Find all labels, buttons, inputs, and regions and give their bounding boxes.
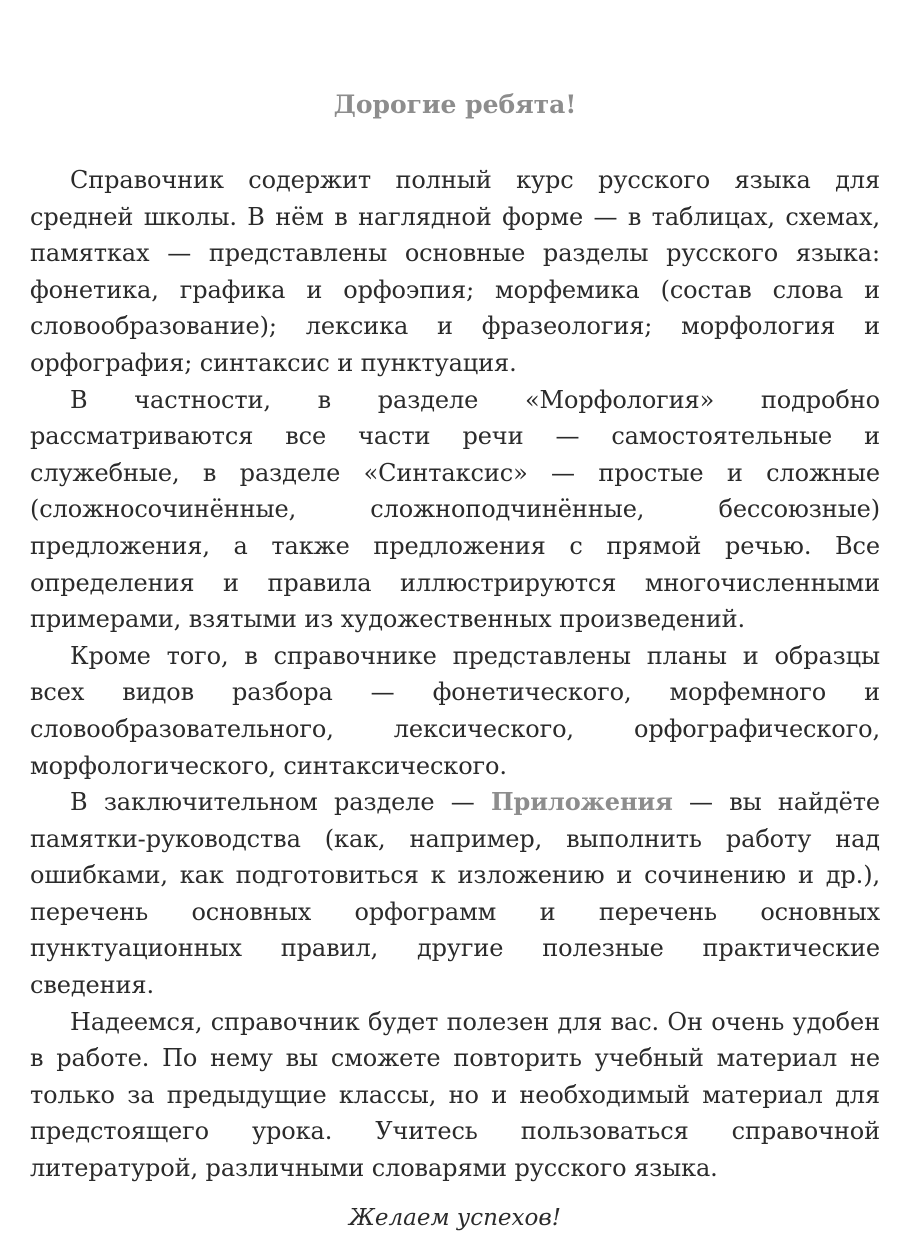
closing-wish: Желаем успехов! xyxy=(349,1204,561,1231)
appendix-text-after: — вы найдёте памятки-руководства (как, например, выполнить работу над ошибками, как подготовиться к изложению и сочинению и др.), перечень основных орфограмм и перечень основных пунктуационных правил, другие полезные практические сведения. xyxy=(30,788,880,1000)
page-heading: Дорогие ребята! xyxy=(333,90,577,119)
appendix-section-link[interactable]: Приложения xyxy=(490,787,673,817)
paragraph-morphology-syntax: В частности, в разделе «Морфология» подробно рассматриваются все части речи — самостоятельные и служебные, в разделе «Синтаксис» — простые и сложные (сложносочинённые, сложноподчинённые, бессоюзные) предложения, а также предложения с прямой речью. Все определения и правила иллюстрируются многочисленными примерами, взятыми из художественных произведений. xyxy=(30,385,880,634)
appendix-text-before: В заключительном разделе — xyxy=(70,788,491,817)
paragraph-intro: Справочник содержит полный курс русского языка для средней школы. В нём в наглядной форме — в таблицах, схемах, памятках — представлены основные разделы русского языка: фонетика, графика и орфоэпия; морфемика (состав слова и словообразование); лексика и фразеология; морфология и орфография; синтаксис и пунктуация. xyxy=(30,166,880,377)
paragraph-analysis-plans: Кроме того, в справочнике представлены планы и образцы всех видов разбора — фонетического, морфемного и словообразовательного, лексического, орфографического, морфологического, синтаксического. xyxy=(30,641,880,780)
paragraph-closing-remarks: Надеемся, справочник будет полезен для вас. Он очень удобен в работе. По нему вы сможете повторить учебный материал не только за предыдущие классы, но и необходимый материал для предстоящего урока. Учитесь пользоваться справочной литературой, различными словарями русского языка. xyxy=(30,1007,880,1183)
paragraph-appendix xyxy=(30,784,880,1004)
